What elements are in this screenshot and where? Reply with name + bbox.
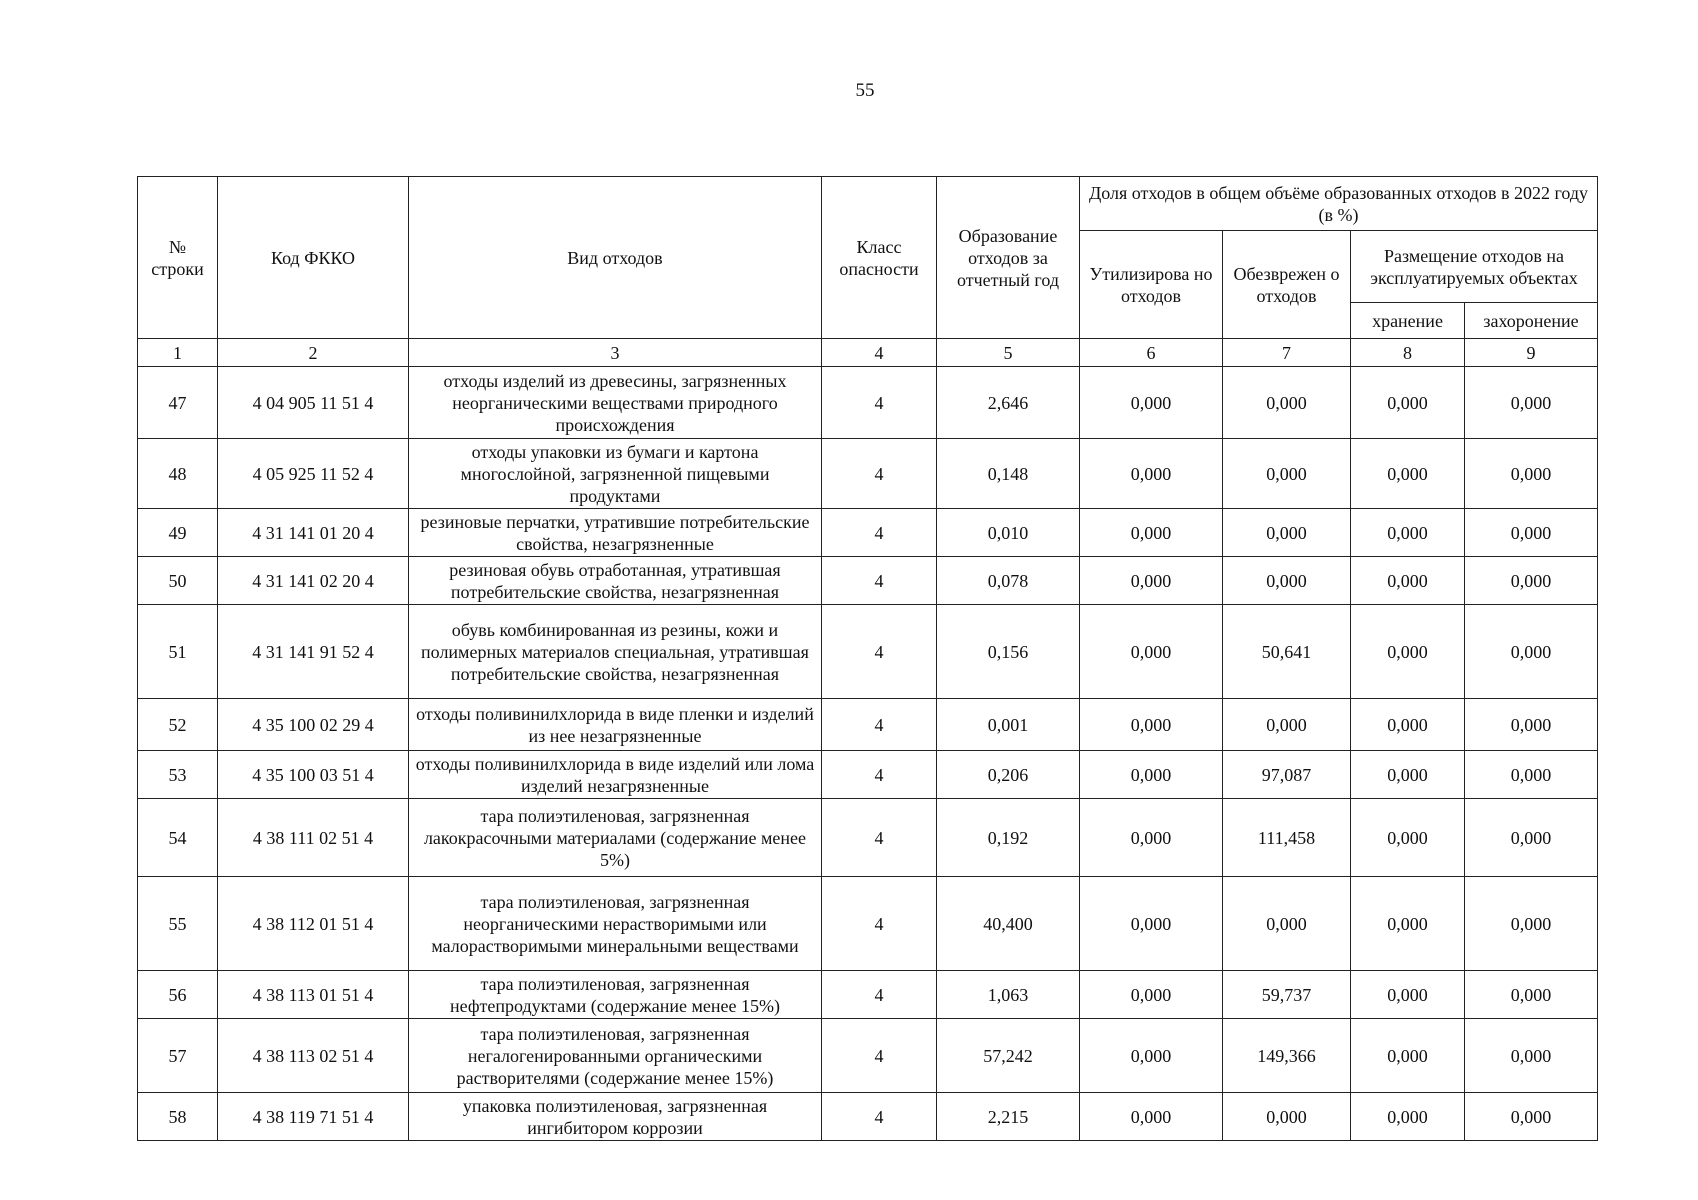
column-number: 7 (1223, 339, 1351, 367)
storage-share-cell: 0,000 (1351, 877, 1465, 971)
header-utilized: Утилизирова но отходов (1080, 231, 1223, 339)
utilized-share-cell: 0,000 (1080, 367, 1223, 439)
hazard-class-cell: 4 (822, 605, 937, 699)
row-number-cell: 54 (138, 799, 218, 877)
storage-share-cell: 0,000 (1351, 1093, 1465, 1141)
neutralized-share-cell: 0,000 (1223, 439, 1351, 509)
burial-share-cell: 0,000 (1465, 751, 1598, 799)
neutralized-share-cell: 50,641 (1223, 605, 1351, 699)
burial-share-cell: 0,000 (1465, 699, 1598, 751)
utilized-share-cell: 0,000 (1080, 509, 1223, 557)
header-generation: Образование отходов за отчетный год (937, 177, 1080, 339)
hazard-class-cell: 4 (822, 971, 937, 1019)
storage-share-cell: 0,000 (1351, 367, 1465, 439)
utilized-share-cell: 0,000 (1080, 751, 1223, 799)
column-number: 1 (138, 339, 218, 367)
column-number: 8 (1351, 339, 1465, 367)
burial-share-cell: 0,000 (1465, 799, 1598, 877)
neutralized-share-cell: 149,366 (1223, 1019, 1351, 1093)
fkko-code-cell: 4 04 905 11 51 4 (218, 367, 409, 439)
fkko-code-cell: 4 31 141 91 52 4 (218, 605, 409, 699)
burial-share-cell: 0,000 (1465, 971, 1598, 1019)
utilized-share-cell: 0,000 (1080, 971, 1223, 1019)
neutralized-share-cell: 0,000 (1223, 877, 1351, 971)
row-number-cell: 51 (138, 605, 218, 699)
table-row (138, 877, 1598, 971)
waste-type-cell: тара полиэтиленовая, загрязненная нефтепродуктами (содержание менее 15%) (409, 971, 822, 1019)
burial-share-cell: 0,000 (1465, 367, 1598, 439)
neutralized-share-cell: 111,458 (1223, 799, 1351, 877)
neutralized-share-cell: 0,000 (1223, 509, 1351, 557)
generated-amount-cell: 0,192 (937, 799, 1080, 877)
row-number-cell: 58 (138, 1093, 218, 1141)
utilized-share-cell: 0,000 (1080, 799, 1223, 877)
hazard-class-cell: 4 (822, 799, 937, 877)
hazard-class-cell: 4 (822, 699, 937, 751)
row-number-cell: 50 (138, 557, 218, 605)
header-share-group: Доля отходов в общем объёме образованных отходов в 2022 году (в %) (1080, 177, 1598, 231)
neutralized-share-cell: 0,000 (1223, 557, 1351, 605)
generated-amount-cell: 0,078 (937, 557, 1080, 605)
column-number: 9 (1465, 339, 1598, 367)
storage-share-cell: 0,000 (1351, 799, 1465, 877)
waste-type-cell: отходы изделий из древесины, загрязненных неорганическими веществами природного происхождения (409, 367, 822, 439)
neutralized-share-cell: 0,000 (1223, 699, 1351, 751)
table-row (138, 751, 1598, 799)
utilized-share-cell: 0,000 (1080, 557, 1223, 605)
waste-type-cell: тара полиэтиленовая, загрязненная негалогенированными органическими растворителями (содержание менее 15%) (409, 1019, 822, 1093)
table-header (138, 177, 1598, 367)
neutralized-share-cell: 0,000 (1223, 367, 1351, 439)
generated-amount-cell: 40,400 (937, 877, 1080, 971)
row-number-cell: 48 (138, 439, 218, 509)
storage-share-cell: 0,000 (1351, 971, 1465, 1019)
hazard-class-cell: 4 (822, 877, 937, 971)
column-number: 5 (937, 339, 1080, 367)
table-row (138, 605, 1598, 699)
fkko-code-cell: 4 31 141 01 20 4 (218, 509, 409, 557)
column-number: 2 (218, 339, 409, 367)
hazard-class-cell: 4 (822, 751, 937, 799)
burial-share-cell: 0,000 (1465, 439, 1598, 509)
header-placement-group: Размещение отходов на эксплуатируемых объектах (1351, 231, 1598, 303)
hazard-class-cell: 4 (822, 1019, 937, 1093)
waste-type-cell: обувь комбинированная из резины, кожи и полимерных материалов специальная, утратившая потребительские свойства, незагрязненная (409, 605, 822, 699)
table-row (138, 509, 1598, 557)
row-number-cell: 55 (138, 877, 218, 971)
waste-type-cell: упаковка полиэтиленовая, загрязненная ингибитором коррозии (409, 1093, 822, 1141)
column-number: 6 (1080, 339, 1223, 367)
generated-amount-cell: 0,001 (937, 699, 1080, 751)
table-row (138, 1093, 1598, 1141)
row-number-cell: 47 (138, 367, 218, 439)
fkko-code-cell: 4 35 100 03 51 4 (218, 751, 409, 799)
storage-share-cell: 0,000 (1351, 509, 1465, 557)
generated-amount-cell: 57,242 (937, 1019, 1080, 1093)
table-row (138, 699, 1598, 751)
table-row (138, 367, 1598, 439)
fkko-code-cell: 4 05 925 11 52 4 (218, 439, 409, 509)
fkko-code-cell: 4 31 141 02 20 4 (218, 557, 409, 605)
generated-amount-cell: 0,156 (937, 605, 1080, 699)
fkko-code-cell: 4 38 119 71 51 4 (218, 1093, 409, 1141)
row-number-cell: 57 (138, 1019, 218, 1093)
waste-type-cell: тара полиэтиленовая, загрязненная лакокрасочными материалами (содержание менее 5%) (409, 799, 822, 877)
row-number-cell: 49 (138, 509, 218, 557)
waste-type-cell: резиновая обувь отработанная, утратившая потребительские свойства, незагрязненная (409, 557, 822, 605)
table-row (138, 1019, 1598, 1093)
generated-amount-cell: 1,063 (937, 971, 1080, 1019)
fkko-code-cell: 4 38 112 01 51 4 (218, 877, 409, 971)
table-row (138, 557, 1598, 605)
waste-type-cell: отходы поливинилхлорида в виде пленки и изделий из нее незагрязненные (409, 699, 822, 751)
storage-share-cell: 0,000 (1351, 605, 1465, 699)
waste-type-cell: резиновые перчатки, утратившие потребительские свойства, незагрязненные (409, 509, 822, 557)
hazard-class-cell: 4 (822, 1093, 937, 1141)
fkko-code-cell: 4 38 113 02 51 4 (218, 1019, 409, 1093)
header-hazard-class: Класс опасности (822, 177, 937, 339)
generated-amount-cell: 0,206 (937, 751, 1080, 799)
table-body (138, 367, 1598, 1141)
waste-type-cell: отходы упаковки из бумаги и картона многослойной, загрязненной пищевыми продуктами (409, 439, 822, 509)
neutralized-share-cell: 59,737 (1223, 971, 1351, 1019)
row-number-cell: 52 (138, 699, 218, 751)
column-number: 3 (409, 339, 822, 367)
table-row (138, 971, 1598, 1019)
storage-share-cell: 0,000 (1351, 699, 1465, 751)
generated-amount-cell: 0,148 (937, 439, 1080, 509)
hazard-class-cell: 4 (822, 367, 937, 439)
storage-share-cell: 0,000 (1351, 751, 1465, 799)
hazard-class-cell: 4 (822, 557, 937, 605)
fkko-code-cell: 4 38 113 01 51 4 (218, 971, 409, 1019)
burial-share-cell: 0,000 (1465, 877, 1598, 971)
burial-share-cell: 0,000 (1465, 605, 1598, 699)
table-row (138, 799, 1598, 877)
header-fkko-code: Код ФККО (218, 177, 409, 339)
storage-share-cell: 0,000 (1351, 557, 1465, 605)
column-number-row (138, 339, 1598, 367)
row-number-cell: 56 (138, 971, 218, 1019)
utilized-share-cell: 0,000 (1080, 1093, 1223, 1141)
page-number: 55 (855, 80, 875, 101)
fkko-code-cell: 4 35 100 02 29 4 (218, 699, 409, 751)
storage-share-cell: 0,000 (1351, 439, 1465, 509)
utilized-share-cell: 0,000 (1080, 877, 1223, 971)
row-number-cell: 53 (138, 751, 218, 799)
hazard-class-cell: 4 (822, 439, 937, 509)
table-row (138, 439, 1598, 509)
generated-amount-cell: 0,010 (937, 509, 1080, 557)
burial-share-cell: 0,000 (1465, 509, 1598, 557)
burial-share-cell: 0,000 (1465, 1019, 1598, 1093)
utilized-share-cell: 0,000 (1080, 605, 1223, 699)
waste-type-cell: тара полиэтиленовая, загрязненная неорганическими нерастворимыми или малорастворимыми минеральными веществами (409, 877, 822, 971)
neutralized-share-cell: 97,087 (1223, 751, 1351, 799)
generated-amount-cell: 2,646 (937, 367, 1080, 439)
utilized-share-cell: 0,000 (1080, 439, 1223, 509)
burial-share-cell: 0,000 (1465, 1093, 1598, 1141)
waste-table (137, 176, 1598, 1141)
generated-amount-cell: 2,215 (937, 1093, 1080, 1141)
header-storage: хранение (1351, 303, 1465, 339)
burial-share-cell: 0,000 (1465, 557, 1598, 605)
column-number: 4 (822, 339, 937, 367)
storage-share-cell: 0,000 (1351, 1019, 1465, 1093)
header-waste-type: Вид отходов (409, 177, 822, 339)
utilized-share-cell: 0,000 (1080, 1019, 1223, 1093)
header-neutralized: Обезврежен о отходов (1223, 231, 1351, 339)
hazard-class-cell: 4 (822, 509, 937, 557)
utilized-share-cell: 0,000 (1080, 699, 1223, 751)
header-row-no: № строки (138, 177, 218, 339)
neutralized-share-cell: 0,000 (1223, 1093, 1351, 1141)
header-burial: захоронение (1465, 303, 1598, 339)
waste-type-cell: отходы поливинилхлорида в виде изделий или лома изделий незагрязненные (409, 751, 822, 799)
fkko-code-cell: 4 38 111 02 51 4 (218, 799, 409, 877)
